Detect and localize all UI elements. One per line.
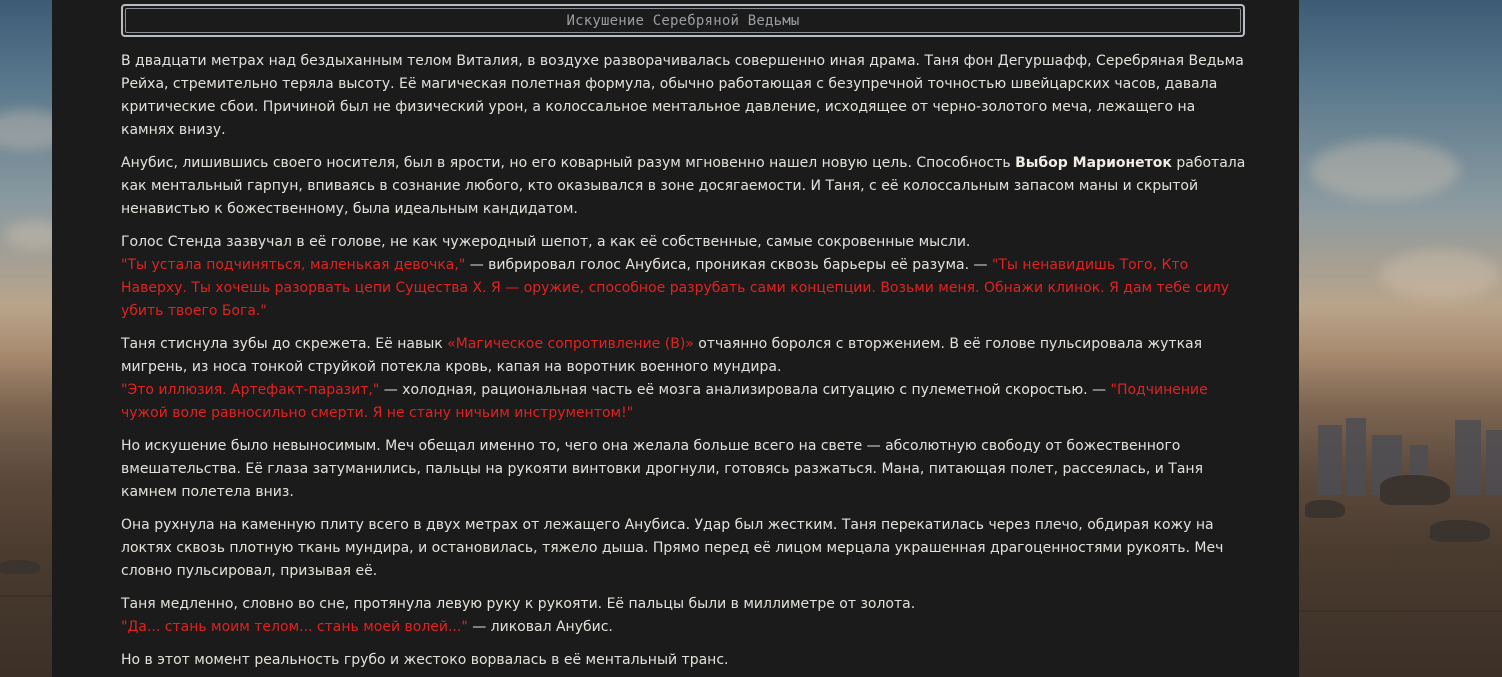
cloud [1380, 250, 1500, 300]
ruined-tower [1346, 418, 1366, 496]
narration: Анубис, лишившись своего носителя, был в ярости, но его коварный разум мгновенно нашел новую цель. Способность [121, 155, 1016, 171]
dialogue-quote: "Да... стань моим телом... стань моей волей..." [121, 619, 468, 635]
paragraph [121, 649, 1247, 672]
paragraph [121, 435, 1247, 504]
narration: Таня стиснула зубы до скрежета. Её навык [121, 336, 448, 352]
ground-line [0, 595, 52, 597]
skill-name: Выбор Марионеток [1015, 155, 1172, 171]
narration: Но в этот момент реальность грубо и жестоко ворвалась в её ментальный транс. [121, 652, 729, 668]
rubble [1380, 475, 1450, 505]
ruined-tower [1318, 425, 1342, 495]
narration: Таня медленно, словно во сне, протянула левую руку к рукояти. Её пальцы были в миллиметре от золота. [121, 596, 916, 612]
story-text [121, 50, 1247, 677]
narration: отчаянно боролся с вторжением. В её голове пульсировала жуткая мигрень, из носа тонкой струйкой потекла кровь, капая на воротник военного мундира. [121, 336, 1203, 375]
narration: — ликовал Анубис. [467, 619, 613, 635]
narration: Но искушение было невыносимым. Меч обещал именно то, чего она желала больше всего на свете — абсолютную свободу от божественного вмешательства. Её глаза затуманились, пальцы на рукояти винтовки дрогнули, готовясь разжаться. Мана, питающая полет, рассеялась, и Таня камнем полетела вниз. [121, 438, 1204, 500]
paragraph [121, 514, 1247, 583]
ground-line [1300, 610, 1502, 612]
dialogue-quote: "Подчинение чужой воле равносильно смерти. Я не стану ничьим инструментом!" [121, 382, 1208, 421]
paragraph [121, 50, 1247, 142]
chapter-title-box [121, 4, 1245, 37]
paragraph [121, 152, 1247, 221]
dialogue-quote: "Ты устала подчиняться, маленькая девочка," [121, 257, 466, 273]
paragraph [121, 333, 1247, 425]
dialogue-quote: "Ты ненавидишь Того, Кто Наверху. Ты хочешь разорвать цепи Существа Х. Я — оружие, способное разрубать сами концепции. Возьми меня. Обнажи клинок. Я дам тебе силу убить твоего Бога." [121, 257, 1230, 319]
narration: Она рухнула на каменную плиту всего в двух метрах от лежащего Анубиса. Удар был жестким. Таня перекатилась через плечо, обдирая кожу на локтях сквозь плотную ткань мундира, и остановилась, тяжело дыша. Прямо перед её лицом мерцала украшенная драгоценностями рукоять. Меч словно пульсировал, призывая её. [121, 517, 1224, 579]
chapter-title-inner [125, 8, 1241, 33]
rubble [1430, 520, 1490, 542]
rubble [1305, 500, 1345, 518]
skill-highlight: «Магическое сопротивление (B)» [447, 336, 694, 352]
paragraph [121, 593, 1247, 639]
narration: В двадцати метрах над бездыханным телом Виталия, в воздухе разворачивалась совершенно иная драма. Таня фон Дегуршафф, Серебряная Ведьма Рейха, стремительно теряла высоту. Её магическая полетная формула, обычно работающая с безупречной точностью швейцарских часов, давала критические сбои. Причиной был не физический урон, а колоссальное ментальное давление, исходящее от черно-золотого меча, лежащего на камнях внизу. [121, 53, 1244, 138]
story-panel [52, 0, 1299, 677]
narration: работала как ментальный гарпун, впиваясь в сознание любого, кто оказывался в зоне досягаемости. И Таня, с её колоссальным запасом маны и скрытой ненавистью к божественному, была идеальным кандидатом. [121, 155, 1246, 217]
cloud [1310, 140, 1460, 200]
narration: — вибрировал голос Анубиса, проникая сквозь барьеры её разума. — [465, 257, 992, 273]
chapter-title: Искушение Серебряной Ведьмы [566, 12, 800, 29]
rubble [0, 560, 40, 574]
ruined-tower [1486, 430, 1502, 495]
narration: Голос Стенда зазвучал в её голове, не как чужеродный шепот, а как её собственные, самые сокровенные мысли. [121, 234, 971, 250]
dialogue-quote: "Это иллюзия. Артефакт-паразит," [121, 382, 380, 398]
narration: — холодная, рациональная часть её мозга анализировала ситуацию с пулеметной скоростью. — [379, 382, 1111, 398]
ruined-tower [1455, 420, 1481, 495]
paragraph [121, 231, 1247, 323]
